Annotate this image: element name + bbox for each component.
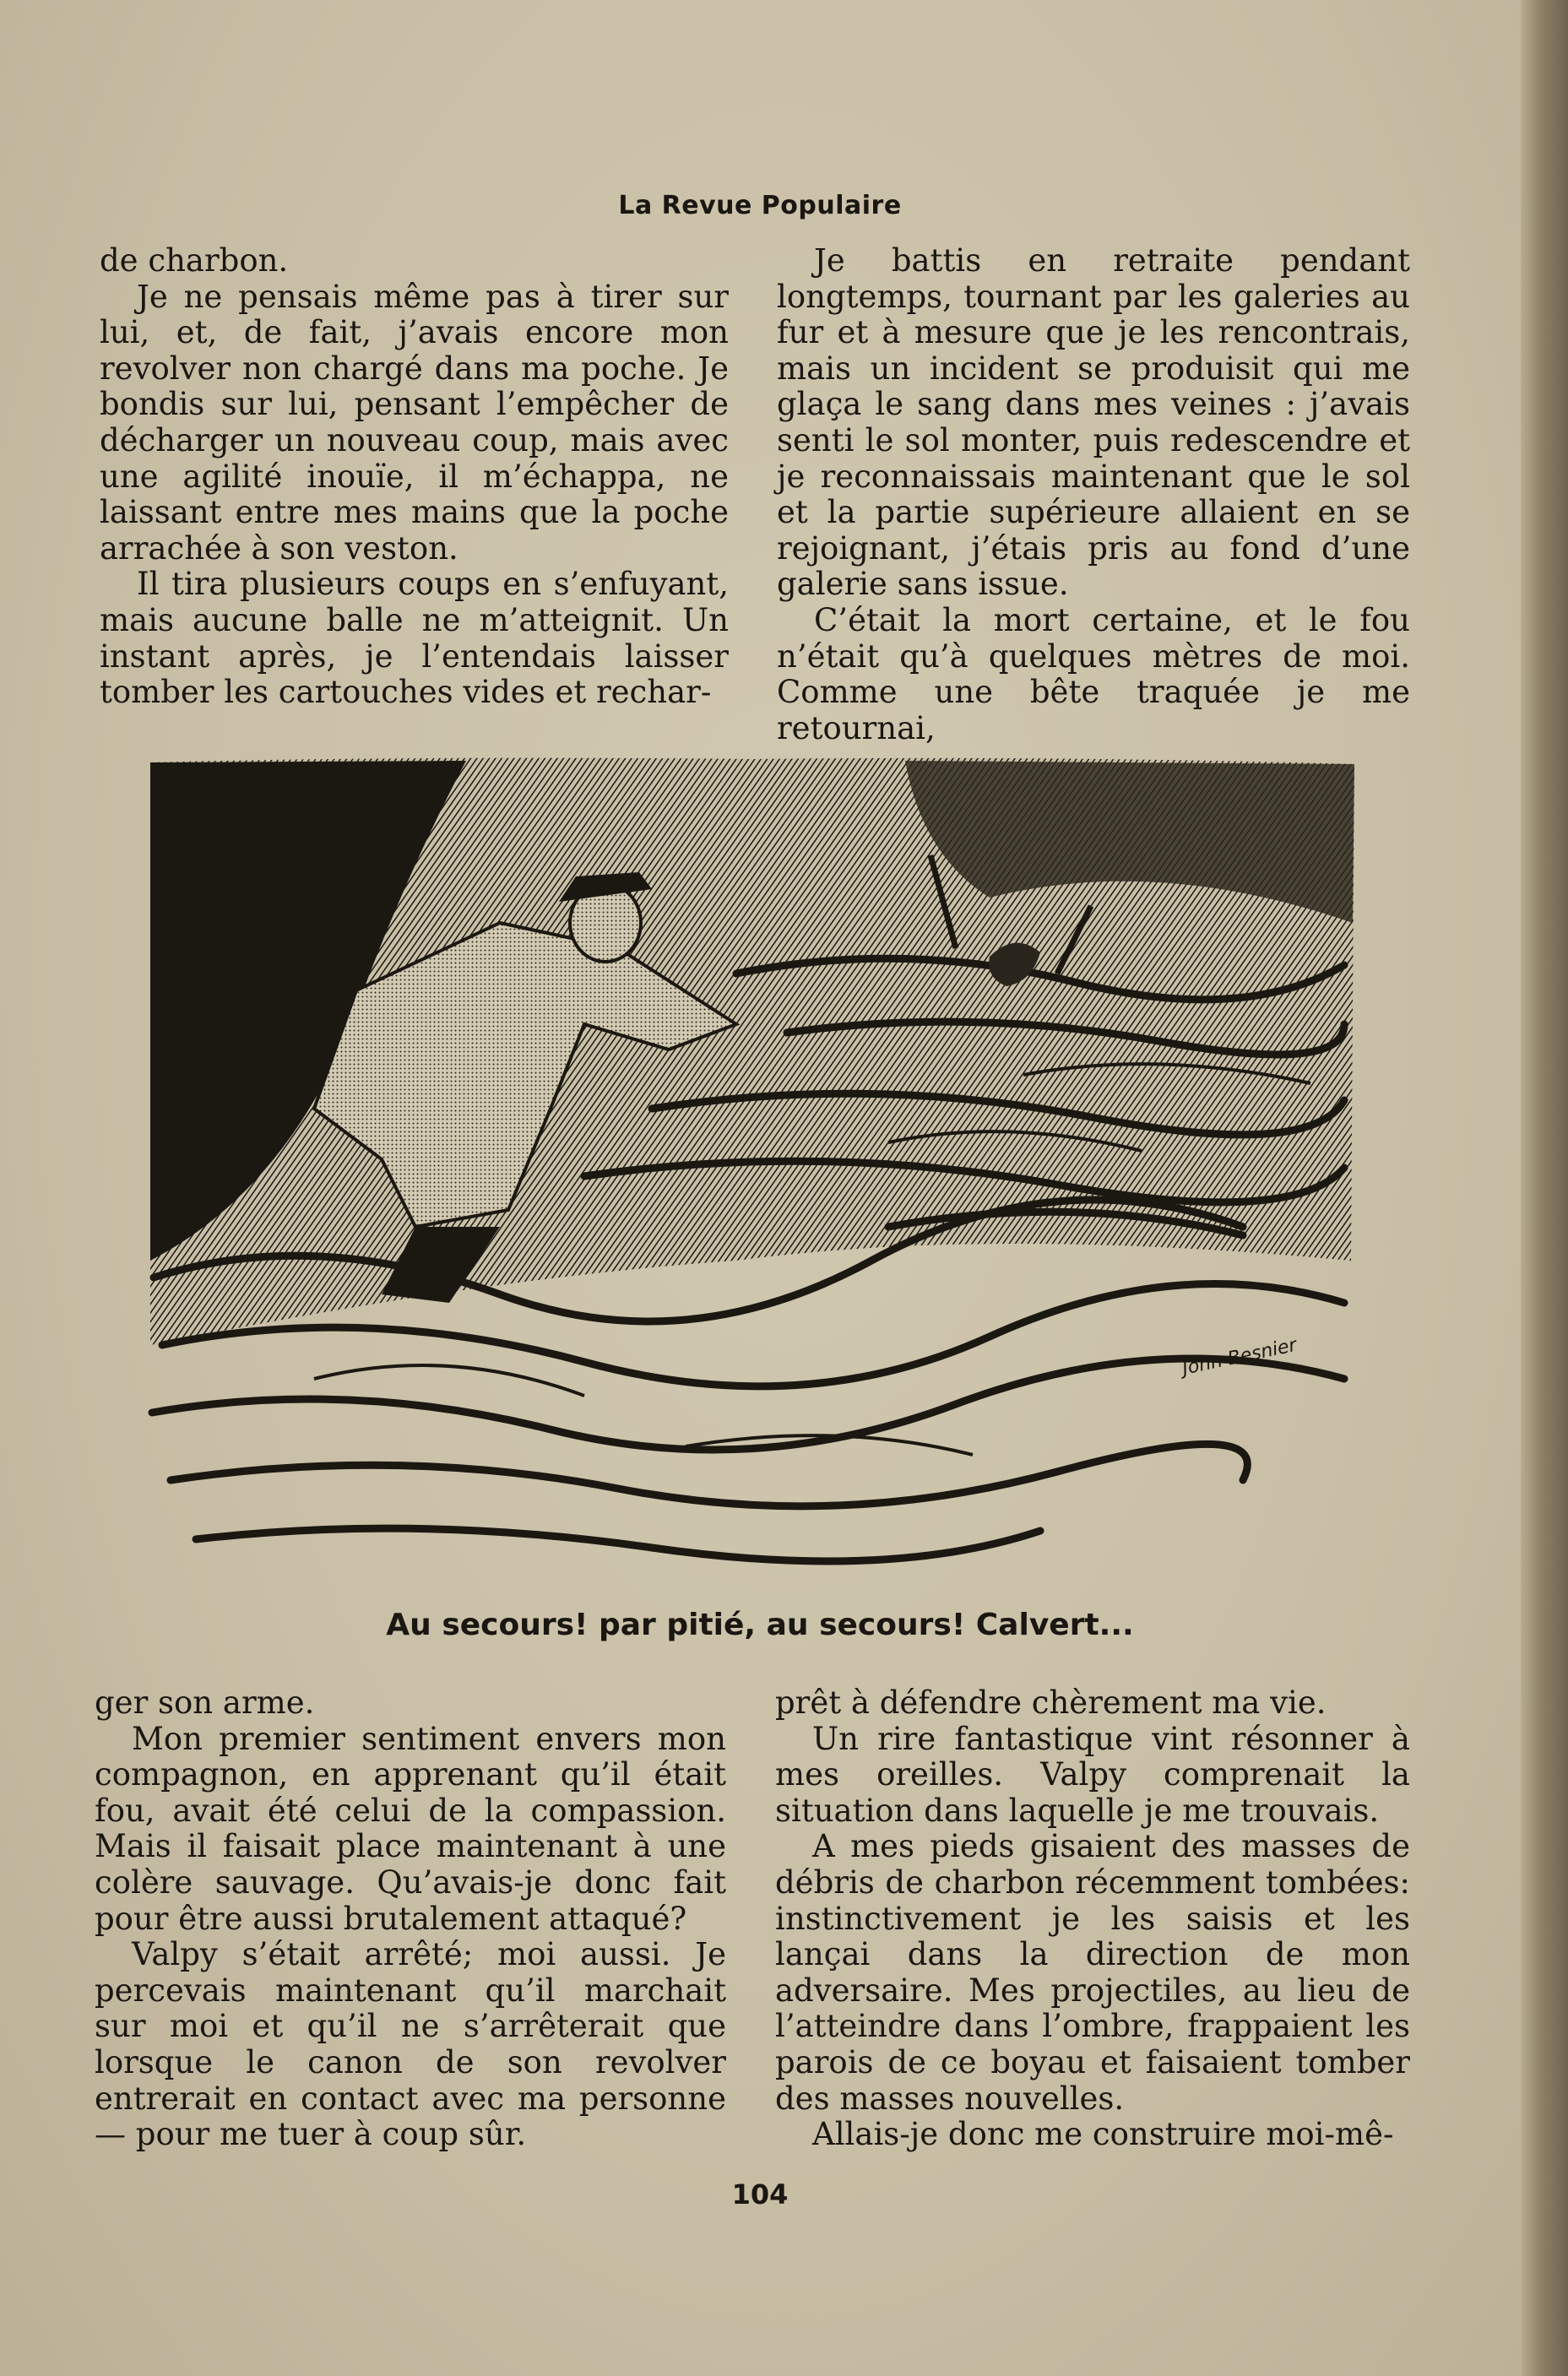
illustration — [145, 754, 1358, 1581]
paragraph: Je battis en retraite pendant longtemps, tournant par les galeries au fur et à mesure que je les rencontrais, mais un incident se produisit qui me glaça le sang dans mes veines : j’avais senti le sol monter, puis redescendre et je reconnaissais maintenant que le sol et la partie supérieure allaient en se rejoignant, j’étais pris au fond d’une galerie sans issue. — [777, 242, 1410, 603]
paragraph: Je ne pensais même pas à tirer sur lui, et, de fait, j’avais encore mon revolver non chargé dans ma poche. Je bondis sur lui, pensant l’empêcher de décharger un nouveau coup, mais avec une agilité inouïe, il m’échappa, ne laissant entre mes mains que la poche arrachée à son veston. — [100, 278, 729, 567]
paragraph: prêt à défendre chèrement ma vie. — [775, 1684, 1327, 1721]
paragraph: Mon premier sentiment envers mon compagnon, en apprenant qu’il était fou, avait été celui de la compassion. Mais il faisait place maintenant à une colère sauvage. Qu’avais-je donc fait pour être aussi brutalement attaqué? — [95, 1720, 726, 1937]
paragraph: A mes pieds gisaient des masses de débris de charbon récemment tombées: instinctivement je les saisis et les lançai dans la direction de mon adversaire. Mes projectiles, au lieu de l’atteindre dans l’ombre, frappaient les parois de ce boyau et faisaient tomber des masses nouvelles. — [775, 1828, 1410, 2117]
paragraph: de charbon. — [100, 242, 289, 279]
paragraph: Valpy s’était arrêté; moi aussi. Je percevais maintenant qu’il marchait sur moi et qu’il ne s’arrêterait que lorsque le canon de son revolver entrerait en contact avec ma personne— pour me tuer à coup sûr. — [95, 1936, 726, 2153]
running-header: La Revue Populaire — [618, 191, 902, 220]
text-column-top-left — [100, 243, 729, 711]
text-column-bottom-right — [775, 1685, 1410, 2153]
page-binding-edge — [1521, 0, 1568, 2376]
artist-signature: John Besnier — [1180, 1334, 1299, 1380]
paragraph: Il tira plusieurs coups en s’enfuyant, mais aucune balle ne m’atteignit. Un instant après, je l’entendais laisser tomber les cartouches vides et rechar- — [100, 566, 729, 711]
paragraph: Un rire fantastique vint résonner à mes oreilles. Valpy comprenait la situation dans laquelle je me trouvais. — [775, 1720, 1410, 1829]
page-number: 104 — [731, 2178, 789, 2211]
illustration-caption: Au secours! par pitié, au secours! Calvert... — [386, 1608, 1134, 1642]
paragraph: Allais-je donc me construire moi-mê- — [812, 2116, 1394, 2153]
paragraph: ger son arme. — [95, 1684, 315, 1721]
text-column-top-right — [777, 243, 1410, 746]
text-column-bottom-left — [95, 1685, 726, 2153]
paragraph: C’était la mort certaine, et le fou n’était qu’à quelques mètres de moi. Comme une bête traquée je me retournai, — [777, 601, 1410, 746]
